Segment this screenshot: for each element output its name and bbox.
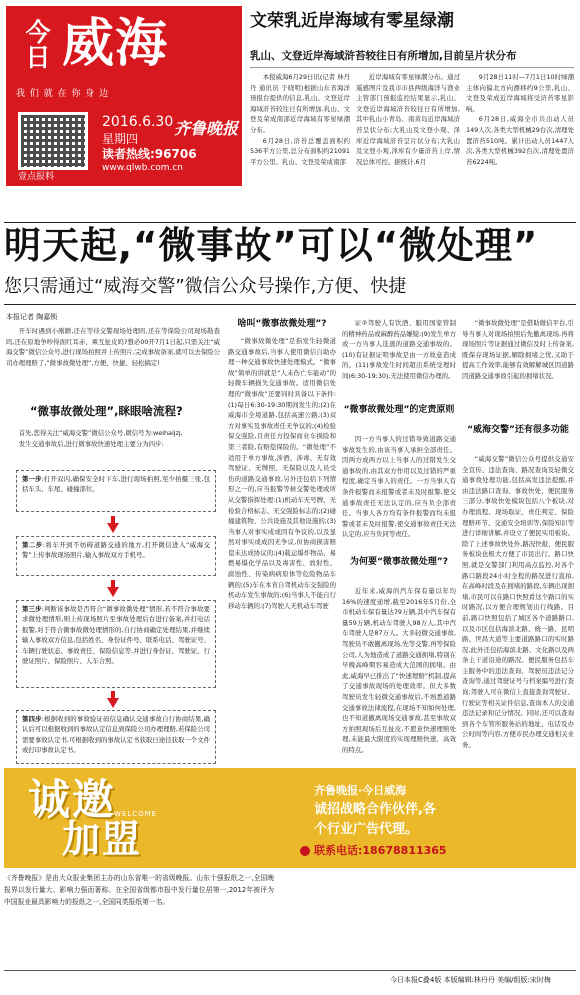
- ad-welcome: WELCOME: [114, 810, 158, 818]
- paragraph: 首先,您得关注“威海交警”微信公众号,微信号为:weihaijzj,: [18, 429, 183, 437]
- phone-icon: [300, 846, 310, 856]
- column-c-middle: [342, 434, 456, 552]
- top-story-column-2: [356, 72, 460, 222]
- step-text: 打开双闪,确保安全时下车,进行现场拍照,至少拍摄三张,包括车头、车尾、碰撞部位。: [22, 475, 211, 494]
- column-d-bottom: [462, 454, 574, 764]
- arrow-down-icon: [107, 587, 119, 597]
- divider: [4, 970, 576, 971]
- website: www.qlwb.com.cn: [102, 163, 183, 173]
- paragraph: 因一方当事人的过错导致道路交通事故发生的,由该当事人承担全部责任。因两方或两方以上当事人的过错发生交通事故的,由其双方作用以及过错的严重程度,确定当事人的责任。一方当事人有条件报警而未报警或者未及时报警,使交通事故责任无法认定的,应当负全部责任。当事人各方均有条件报警而均未报警或者未及时报警,使交通事故责任无法认定的,应当负同等责任。: [342, 435, 456, 539]
- step-label: 第四步: [22, 715, 42, 723]
- step-1: 第一步:打开双闪,确保安全时下车,进行现场拍照,至少拍摄三张,包括车头、车尾、碰撞部位。: [16, 470, 216, 512]
- lead-paragraph: [6, 326, 220, 398]
- step-text: 判断该事故是否符合“微事故微处理”情形,若不符合事故要求微处理情形,则上传现场照片至事故处理后台进行备案,并打电话报警,对于符合微事故微处理情形的,自行协商确定处理结果,并继续输入事故双方信息,包括姓名、身份证件号、联系电话、驾驶证号、车辆行驶状态、事故责任、保险信息等,并进行身份证、驾驶证、行驶证照片、保险照片、人车合照。: [22, 605, 211, 666]
- section-title: “微事故微处理”的定责原则: [343, 405, 455, 415]
- section-title: “威海交警”还有很多功能: [467, 425, 569, 435]
- top-story-headline: 文荣乳近岸海域有零星绿潮: [250, 11, 454, 31]
- masthead: [6, 6, 242, 186]
- paragraph: 6月28日,威海全市共出动人员149人次,各类大型机械29台次,清理处置浒苔510吨。累计出动人员1447人次,各类大型机械392台次,清理处置浒苔6224吨。: [466, 115, 574, 166]
- paragraph: 近岸海域有零星绿潮分布。通过遥感图片及我市市县两级海洋与渔业主管部门预报监控结果显示,乳山、文登近岸海域浒苔较往日有所增加,其中乳山小青岛、南黄岛近岸海域浒苔呈状分布;大乳山及文登小观、泽库近岸海域浒苔呈片状分布;大乳山及文登小观,泽库有少量浒苔上岸,情况总体可控。据统计,6月: [356, 73, 460, 166]
- divider: [4, 222, 576, 223]
- top-story-subhead: 乳山、文登近岸海域浒苔较往日有所增加,目前呈片状分布: [250, 50, 517, 62]
- reader-hotline: 读者热线:96706: [102, 147, 197, 161]
- ad-headline: 诚邀: [28, 775, 117, 824]
- paragraph: 证②驾驶人有饮酒、服用国家管制的精神药品或麻醉药品嫌疑;(9)发生单方或一方当事人选逃的道路交通事故的。(10)有证据证明事故是由一方故意造成的。(11)事故发生时间超出系统受理时间(6:30-19:30),无法使用微信办理的。: [342, 319, 456, 380]
- advertisement-banner[interactable]: [4, 768, 576, 868]
- paragraph: “微事故微处理”是指发生轻微道路交通事故后,当事人使用微信自助办理一种交通事故快速处理模式。“微事故”简单的讲就是“人未伤亡车能动”的轻微车辆损失交通事故。适用微信处理的“微事故”还要同时具备以下条件:(1)每日6:30-19:30期间发生的;(2)在威海市全境道路,包括高速公路;(3)双方对事实及事故责任无争议的;(4)检验保交强险,且责任方投保商业车损险和第三者险,有赔偿保险的。“微处理”不适用于单方事故,涉酒、涉毒、无有效驾驶证、无牌照、无保险以及人员受伤的道路交通事故,另外还包括下列情形之一的,应当报警等候交警处理或所从交警指挥处理:(1)机动车无号牌、无检验合格标志、无交强险标志的;(2)碰撞建筑物、公共设施及其他设施的;(3)当事人对事实成或因有争议的,以及显然对事实或成因无争议,但协商损害赔偿未达成协议的;(4)载运爆炸物品、易燃易爆化学品以及毒害性、放射性、腐蚀性、传染病病原体等危险物品车辆的;(5)车在本省自驾机动车交强险的机动车发生事故的;(6)当事人不能自行移动车辆的;(7)驾驶人无机动车驾驶: [228, 337, 336, 610]
- paragraph: 发生交通事故后,进行微事故快速处理主要分为四步:: [18, 439, 164, 448]
- step-label: 第三步: [22, 605, 42, 613]
- top-story-column-3: [466, 72, 574, 222]
- main-headline: 明天起,“微事故”可以“微处理”: [4, 224, 539, 267]
- arrow-down-icon: [107, 523, 119, 533]
- newspaper-promo: 《齐鲁晚报》是由大众报业集团主办的山东省唯一的省级晚报。山东十强报纸之一,全国晚报界以发行量大、影响力强而著称。在全国省级都市报中发行量位居第一,2012年被评为中国报业最具影响力的报纸之一,全国同类报纸第一名。: [4, 874, 274, 906]
- masthead-jin-ri: 今日: [25, 18, 51, 72]
- top-story-column-1: [250, 72, 350, 222]
- ad-line: 齐鲁晚报·今日威海: [314, 784, 407, 797]
- section-title: 为何要“微事故微处理”?: [349, 557, 449, 567]
- column-c-bottom: [342, 586, 456, 764]
- page-footer: 今日本报C叠4版 本版编辑:林丹丹 美编/组版:宋时梅: [390, 976, 551, 984]
- brand-logo: 齐鲁晚报: [174, 119, 239, 138]
- step-2: 第二步:将车开到不妨碍道路交通的地方,打开微信进入“威海交警”上传事故现场照片,输入事故双方手机号。: [16, 536, 216, 576]
- issue-date: 2016.6.30: [102, 114, 174, 130]
- ad-line: 个行业广告代理。: [314, 822, 419, 837]
- ad-headline: 加盟: [62, 817, 143, 861]
- step-3: 第三步:判断该事故是否符合“微事故微处理”情形,若不符合事故要求微处理情形,则上传现场照片至事故处理后台进行备案,并打电话报警,对于符合微事故微处理情形的,自行协商确定处理结果,并继续输入事故双方信息,包括姓名、身份证件号、联系电话、驾驶证号、车辆行驶状态、事故责任、保险信息等,并进行身份证、驾驶证、行驶证照片、保险照片、人车合照。: [16, 600, 216, 688]
- ad-line: 诚招战略合作伙伴,各: [314, 802, 436, 817]
- paragraph: 本报威海6月29日讯(记者 林丹丹 通讯员 于晓明)根据山东省海洋预报台提供的信息,乳山、文登近岸海域浒苔较往日有所增加,乳山、文登及荣成南部近岸海域有零星绿潮分布。: [250, 73, 350, 134]
- issue-weekday: 星期四: [102, 132, 139, 146]
- paragraph: 开车时遇到小剐蹭,还在等待交警现场处理吗,还在等保险公司现场勘查吗,还在原地争吵得面红耳赤、乘互扯皮吗?想必00开7月1日起,只需关注“威海交警”微信公众号,进行现场拍照并上传照片,完成事故备案,就可以去保险公司办理理赔了,“微事故微处理”,方便、快捷、轻松搞定!: [6, 327, 220, 367]
- column-b: [228, 336, 336, 764]
- paragraph: 9月28日11时—7月1日10时绿潮主体向偏北方向漂移约9公里,乳山、文登及荣成近岸海域将受浒苔零星影响。: [466, 73, 574, 113]
- section-title: 啥叫“微事故微处理”?: [237, 319, 327, 329]
- step-4: 第四步:根据收到的事故验证码信息确认交通事故自行协商结果,确认后可以根据收到的事故认定信息到保险公司办理理赔,若保险公司需要事故认定书,可根据收到的事故认定书获取日途径获取一个文件或打印事故认定书。: [16, 710, 216, 764]
- divider: [250, 67, 574, 68]
- step-text: 将车开到不妨碍道路交通的地方,打开微信进入“威海交警”上传事故现场照片,输入事故双方手机号。: [22, 541, 211, 560]
- paragraph: “威海交警”微信公众号提供交通安全宣传、违法查询、路况查询及轻微交通事故处理功能,包括高发违法提醒,并由违法路口查询、事故快处、便民服务三部分,事故快处模块包括八个板块,对办理流程、现场取证、责任判定、保险理赔环节、交通安全培训等,保险知识等进行详细讲解,并设立了便民实用板块。除了上述事故快处外,路况快报、便民服务板块也极大方便了市民出行。路口快照,就是交警部门利用高点监控,对各个路口路段24小时全程的路况进行直拍,在高峰时段及在拥堵的路段,车辆出现拥堵,市民可以在路口快照看这个路口的实时路况,以方便合理规划出行线路。目前,路口快照包括了城区各个道路路口,以及市区包括海滨北路、统一路、昆明路、世昌大道等主要道路路口的实时路况,此外还包括海滨北路、文化路以及两条主干道沿途的路况。便民服务包括车主服务中的违法查询、驾驶员违法记分查询等,通过驾驶证号与档案编号进行查询;驾驶人可在微信上直接查询驾驶证、行驶证等相关证件信息,查询本人的交通违法记录和记分情况。同时,还可以查询到各个车管所服务站的地址、电话及办公时间等内容,方便市民办理交通相关业务。: [462, 455, 574, 750]
- step-label: 第二步: [22, 541, 43, 549]
- masthead-slogan: 我 们 就 在 你 身 边: [16, 89, 110, 99]
- byline: 本报记者 陶嘉锁: [6, 313, 58, 321]
- paragraph: 6月28日,浒苔总覆盖面积约536平方公里,总分布面积约21091平方公里。乳山、文登及荣成南部: [250, 136, 350, 166]
- step-text: 根据收到的事故验证码信息确认交通事故自行协商结果,确认后可以根据收到的事故认定信息到保险公司办理理赔,若保险公司需要事故认定书,可根据收到的事故认定书获取日途径获取一个文件或打印事故认定书。: [22, 715, 211, 755]
- column-c-top: [342, 318, 456, 402]
- column-d-top: [462, 318, 574, 422]
- paragraph: “微事故微处理”是借助微信平台,引导当事人对现场拍照后先撤离现场,再将现场照片等证据通过微信及时上传备案,既保存现场证据,解除拥堵之忧,又助于提高工作效率,能够有效解解城区因道路因道路交通事故引起的拥堵状况。: [462, 319, 574, 380]
- qr-code: [18, 112, 88, 170]
- ad-phone: 联系电话:18678811365: [314, 844, 447, 857]
- arrow-down-icon: [107, 698, 119, 708]
- qr-code-pattern: [21, 115, 85, 167]
- step-label: 第一步: [22, 475, 42, 483]
- qr-caption: 壹点报料: [18, 172, 55, 182]
- howto-intro: [6, 428, 220, 466]
- masthead-title: 威海: [62, 14, 169, 74]
- howto-title: “微事故微处理”,眯眼啥流程?: [30, 404, 183, 418]
- paragraph: 近年来,威海的汽车保有量以年均16%的速度递增,截至2016年5月份,全市机动车保有量达79万辆,其中汽车保有量59万辆,机动车驾驶人98万人,其中汽车驾驶人是87万人。大多轻微交通事故,驾驶员不敢撤离现场,先等交警,再等保险公司,人为地造成了道路交通拥堵,特别在早晚高峰期容易造成大范围的拥堵。由此,威海早已推出了“快速理赔”机制,提高了交通事故现场的处理效率。但大多数驾驶员发生轻微交通事故后,不熟悉道路交通事故法律流程,在现场不知如何处理,也不知道撤离现场交通事故,甚至事故双方拍照现场后互扯皮,不愿意快速理赔处理,未能最大限度的实现理赔快速、高效的特点。: [342, 587, 456, 754]
- main-subhead: 您只需通过“威海交警”微信公众号操作,方便、快捷: [4, 276, 407, 297]
- divider: [4, 304, 576, 305]
